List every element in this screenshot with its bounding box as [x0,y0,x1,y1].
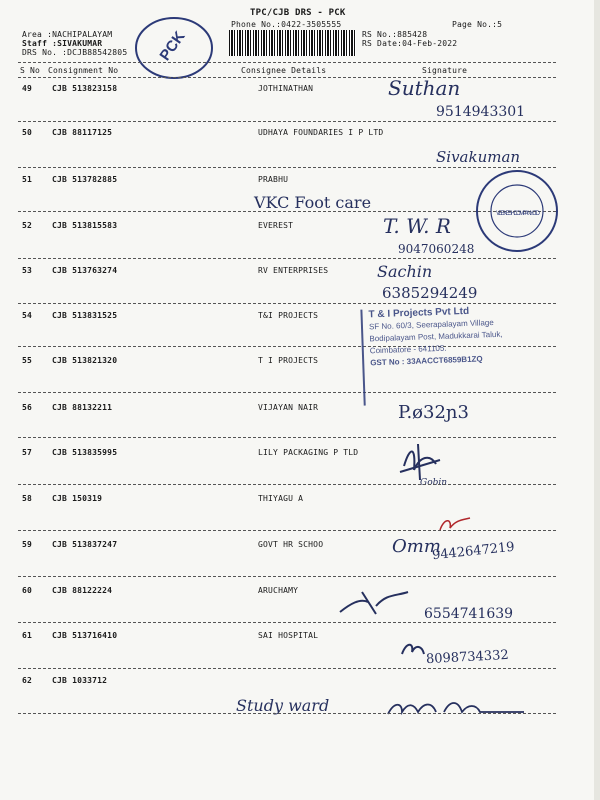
row-divider [18,121,556,122]
row-phone: 6385294249 [382,284,478,302]
row-consignment: CJB 513823158 [52,84,118,93]
row-sno: 60 [22,586,33,595]
red-tick-mark [436,514,476,536]
row-consignment: CJB 513835995 [52,448,118,457]
row-consignee: SAI HOSPITAL [258,631,319,640]
row-sno: 57 [22,448,33,457]
row-signature: VKC Foot care [254,193,372,212]
row-consignee: LILY PACKAGING P TLD [258,448,359,457]
row-signature: Sachin [377,262,433,281]
drs-number: DRS No. :DCJB88542805 [22,48,128,57]
row-consignee: PRABHU [258,175,289,184]
regional-script-signature [384,696,534,722]
row-sno: 59 [22,540,33,549]
row-sno: 62 [22,676,33,685]
row-phone: 9514943301 [436,104,526,120]
company-rubber-stamp [360,302,571,405]
stamp-line: Bodipalayam Post, Madukkarai Taluk, [369,329,503,344]
row-signature: Study ward [236,696,330,715]
col-consignee: Consignee Details [241,66,327,75]
row-consignee: ARUCHAMY [258,586,299,595]
row-consignment: CJB 513837247 [52,540,118,549]
row-sno: 51 [22,175,33,184]
row-consignment: CJB 513716410 [52,631,118,640]
row-consignment: CJB 150319 [52,494,103,503]
row-sno: 50 [22,128,33,137]
sheet-title: TPC/CJB DRS - PCK [250,8,346,18]
row-consignment: CJB 513815583 [52,221,118,230]
seal-text: VEEKESH COMPANY LTD [496,211,540,217]
row-signature: Gobin [420,478,448,488]
staff-field: Staff :SIVAKUMAR [22,39,103,48]
row-signature: P.ø32ɲ3 [398,402,469,423]
row-signature: Suthan [388,76,461,100]
col-signature: Signature [422,66,468,75]
pck-stamp-label: PCK [156,28,189,64]
row-sno: 53 [22,266,33,275]
row-consignment: CJB 1033712 [52,676,108,685]
col-sno: S No [20,66,41,75]
row-sno: 58 [22,494,33,503]
row-consignee: UDHAYA FOUNDARIES I P LTD [258,128,384,137]
stamp-line: GST No : 33AACCT6859B1ZQ [370,354,483,368]
row-consignee: T I PROJECTS [258,356,319,365]
stamp-line: SF No. 60/3, Seerapalayam Village [368,318,494,332]
barcode [229,30,356,56]
row-sno: 56 [22,403,33,412]
phone-number: Phone No.:0422-3505555 [231,20,342,29]
header-rule [18,62,556,63]
area-field: Area :NACHIPALAYAM [22,30,113,39]
row-consignee: JOTHINATHAN [258,84,314,93]
row-consignee: EVEREST [258,221,294,230]
row-phone: 6554741639 [424,606,514,622]
stamp-line: T & I Projects Pvt Ltd [368,305,470,321]
row-sno: 55 [22,356,33,365]
row-divider [18,622,556,623]
row-divider [18,713,556,714]
row-consignee: GOVT HR SCHOO [258,540,324,549]
col-consignment: Consignment No [48,66,119,75]
row-consignment: CJB 513782885 [52,175,118,184]
row-consignee: THIYAGU A [258,494,304,503]
row-consignment: CJB 513831525 [52,311,118,320]
row-divider [18,437,556,438]
row-consignment: CJB 513763274 [52,266,118,275]
row-phone: 9442647219 [431,539,516,564]
row-consignment: CJB 513821320 [52,356,118,365]
scan-edge [594,0,600,800]
rs-number: RS No.:885428 [362,30,428,39]
row-sno: 49 [22,84,33,93]
row-signature: Sivakuman [436,148,521,166]
row-phone: 8098734332 [425,647,510,668]
rs-date: RS Date:04-Feb-2022 [362,39,458,48]
row-signature: T. W. R [383,214,451,238]
header-rule-bottom [18,77,556,78]
row-phone: 9047060248 [398,242,475,256]
row-signature-mark [400,640,426,660]
stamp-line: Coimbatore - 641105. [369,343,447,356]
row-consignee: VIJAYAN NAIR [258,403,319,412]
row-signature: Omm [392,536,441,557]
row-divider [18,258,556,259]
row-divider [18,668,556,669]
row-sno: 61 [22,631,33,640]
row-consignment: CJB 88132211 [52,403,113,412]
pck-circle-stamp [132,10,216,80]
row-divider [18,576,556,577]
row-consignment: CJB 88122224 [52,586,113,595]
row-sno: 54 [22,311,33,320]
row-divider [18,484,556,485]
page-number: Page No.:5 [452,20,503,29]
row-sno: 52 [22,221,33,230]
row-consignment: CJB 88117125 [52,128,113,137]
row-consignee: RV ENTERPRISES [258,266,329,275]
row-consignee: T&I PROJECTS [258,311,319,320]
round-company-seal [474,168,560,254]
row-divider [18,303,556,304]
row-signature-mark [336,584,416,620]
